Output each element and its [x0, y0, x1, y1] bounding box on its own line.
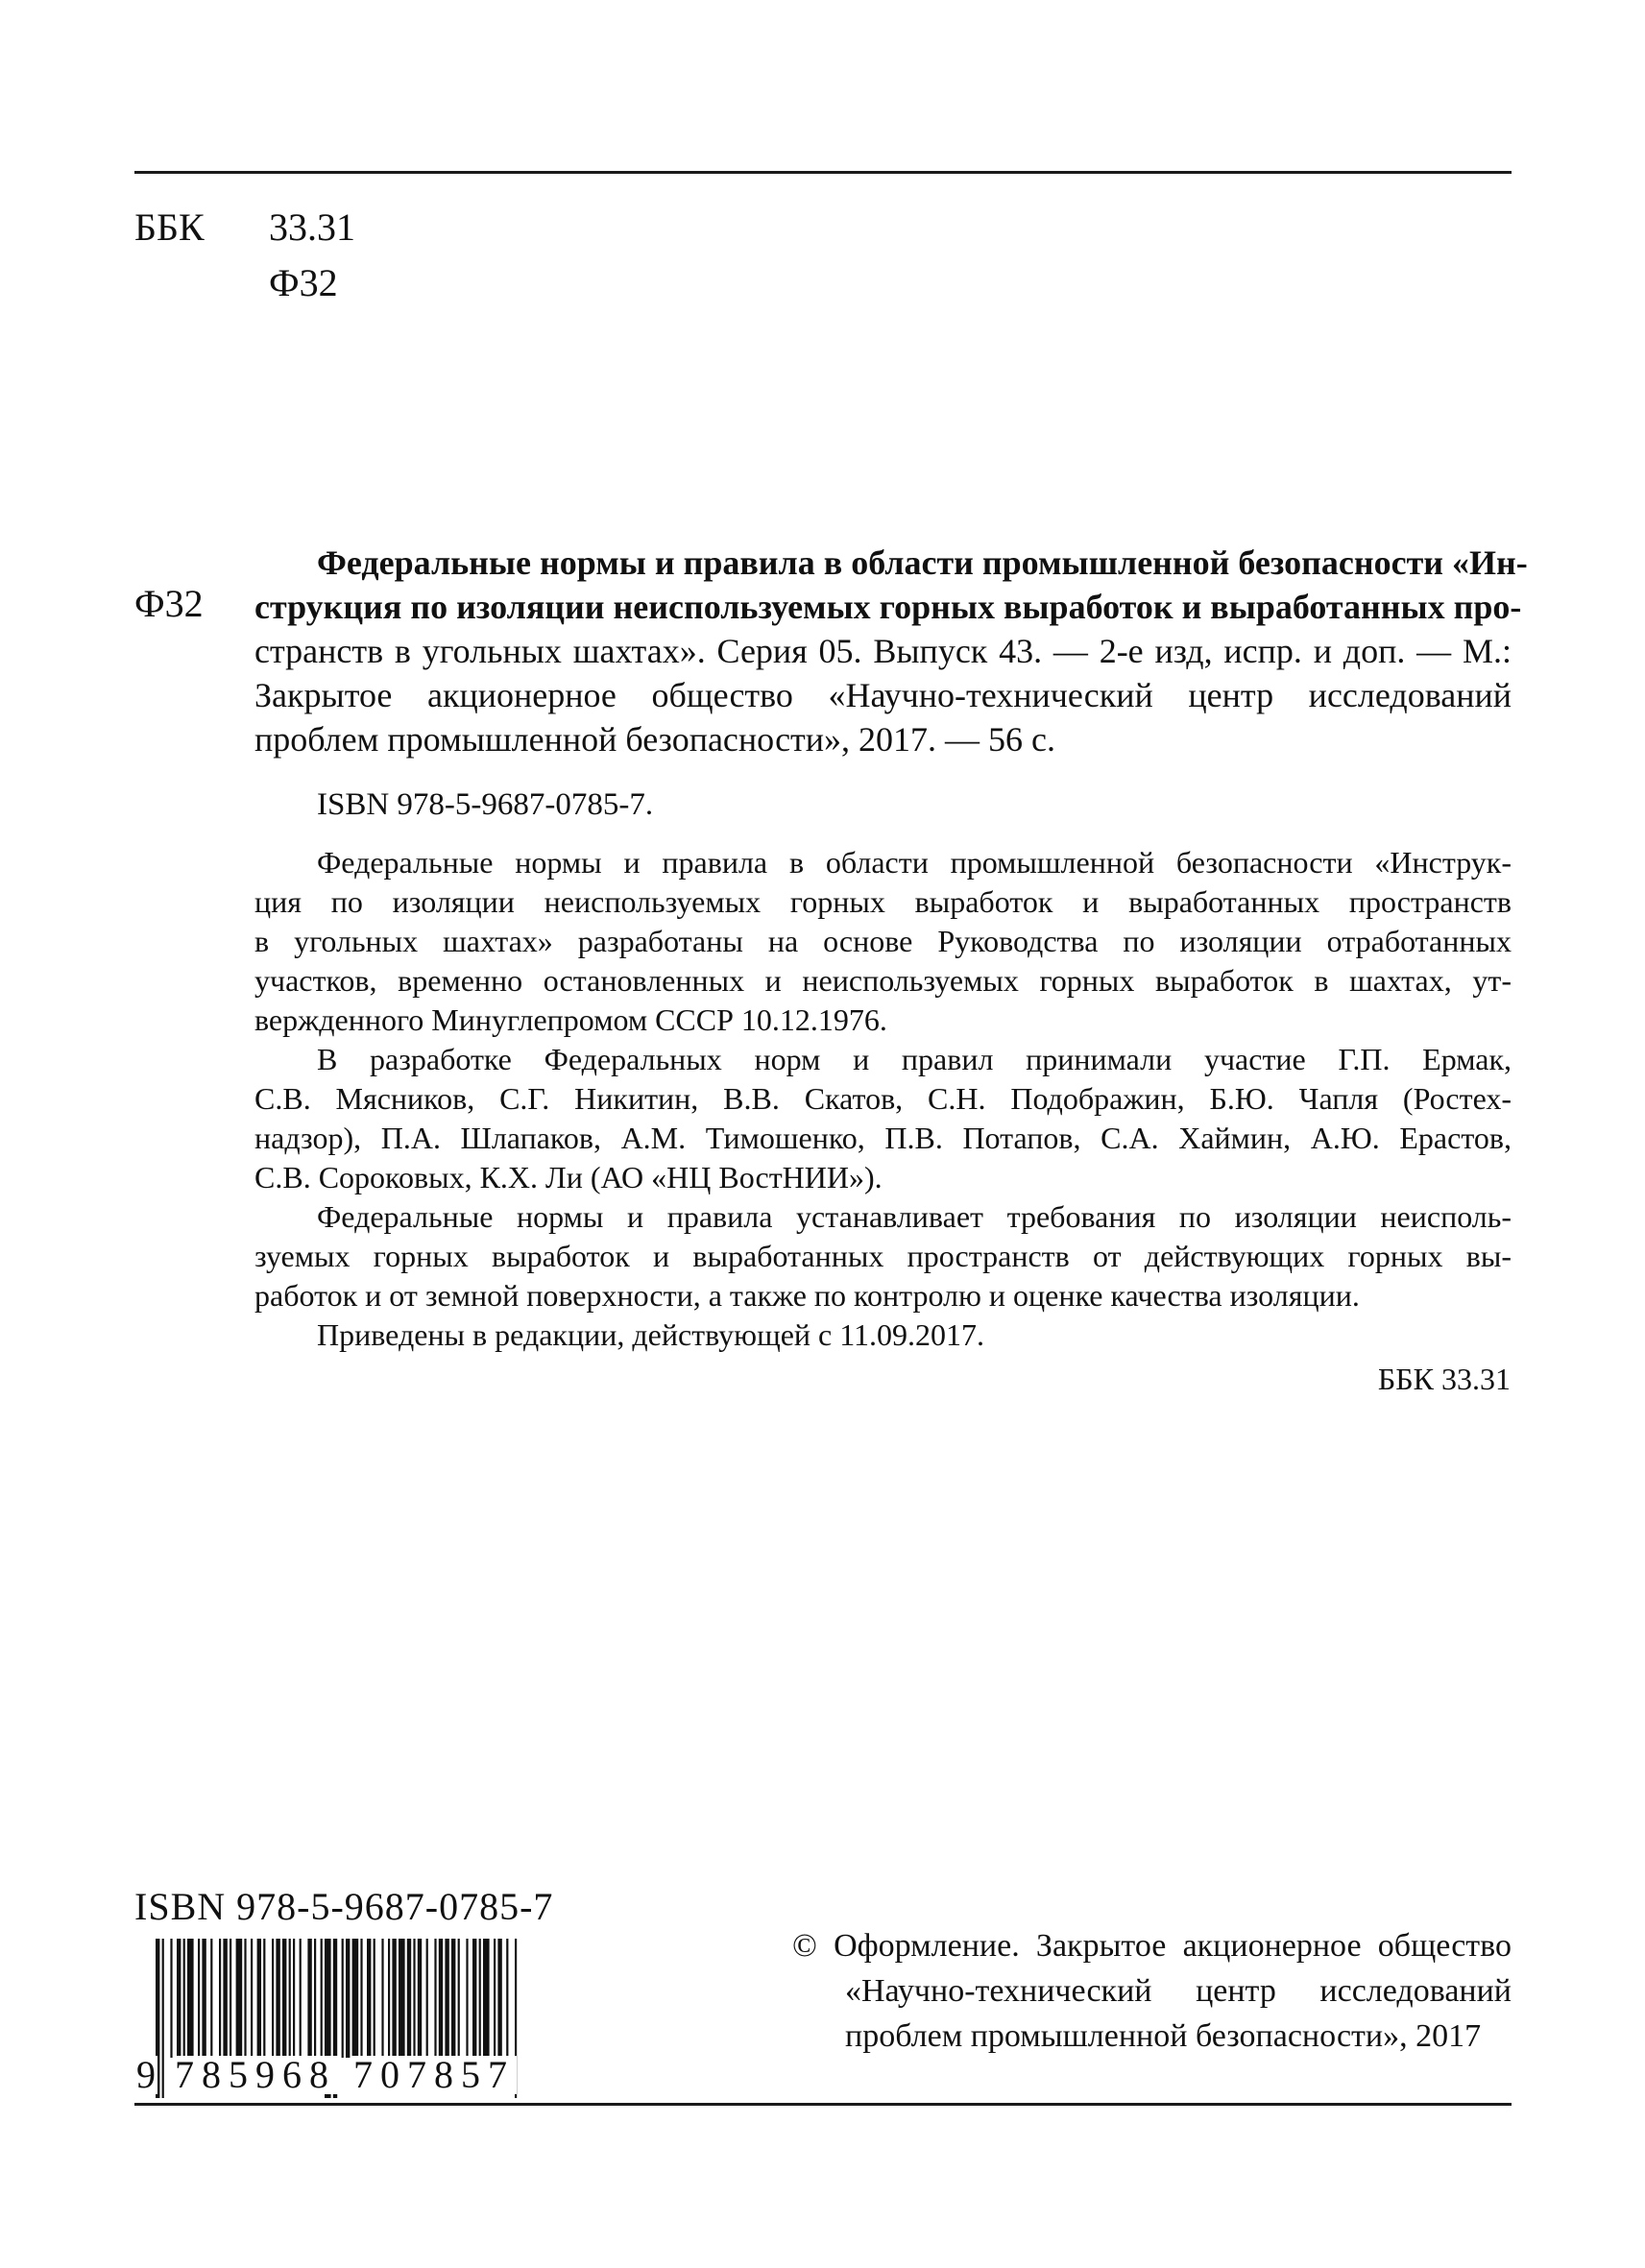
abstract-line: работок и от земной поверхности, а также по контролю и оценке качества изоляции.: [254, 1278, 1360, 1313]
abstract-line: Федеральные нормы и правила устанавливает требования по изоляции неисполь-: [317, 1199, 1512, 1234]
bbk-footer: ББК 33.31: [1377, 1362, 1511, 1396]
barcode-bar: [300, 1939, 302, 2058]
barcode-isbn: ISBN 978-5-9687-0785-7: [134, 1885, 554, 1928]
barcode-bar: [434, 1939, 436, 2058]
isbn-line: ISBN 978-5-9687-0785-7.: [317, 787, 654, 822]
barcode-bar: [367, 1939, 371, 2058]
barcode-digit-lead: 9: [136, 2053, 156, 2096]
barcode-bar: [466, 1939, 468, 2058]
barcode-bar: [293, 1939, 295, 2058]
barcode-bar: [399, 1939, 405, 2058]
barcode-bar: [282, 1939, 286, 2058]
abstract-line: в угольных шахтах» разработаны на основе Руководства по изоляции отработанных: [254, 924, 1512, 958]
barcode-bar: [494, 1939, 496, 2058]
barcode-bar: [321, 1939, 323, 2058]
bib-line: странств в угольных шахтах». Серия 05. Выпуск 43. — 2-е изд, испр. и доп. — М.:: [254, 632, 1512, 670]
barcode-bar: [413, 1939, 415, 2058]
barcode-bar: [187, 1939, 194, 2058]
barcode-digits-left: 785968: [175, 2053, 336, 2096]
barcode: [134, 1939, 538, 2102]
copyright-line: проблем промышленной безопасности», 2017: [845, 2018, 1482, 2054]
barcode-bar: [374, 1939, 375, 2058]
barcode-bar: [314, 1939, 316, 2058]
bibliographic-description: [254, 541, 1528, 761]
barcode-bar: [177, 1939, 181, 2058]
barcode-bar: [472, 1939, 476, 2058]
barcode-bar: [251, 1939, 253, 2058]
abstract-line: надзор), П.А. Шлапаков, А.М. Тимошенко, П.В. Потапов, С.А. Хаймин, А.Ю. Ерастов,: [254, 1121, 1512, 1155]
barcode-bar: [418, 1939, 422, 2058]
barcode-bar: [276, 1939, 279, 2058]
bbk-index: 33.31: [269, 205, 355, 249]
author-index: Ф32: [269, 261, 338, 304]
barcode-bar: [223, 1939, 227, 2058]
abstract: [254, 843, 1512, 1355]
barcode-bar: [263, 1939, 265, 2058]
barcode-digits-right: 707857: [353, 2053, 515, 2096]
barcode-bar: [272, 1939, 274, 2058]
abstract-line: В разработке Федеральных норм и правил принимали участие Г.П. Ермак,: [317, 1042, 1512, 1076]
barcode-bar: [388, 1939, 390, 2058]
barcode-bar: [289, 1939, 291, 2058]
bottom-rule: [134, 2103, 1512, 2106]
copyright-line: © Оформление. Закрытое акционерное общество: [792, 1928, 1512, 1964]
barcode-bar: [183, 1939, 185, 2058]
barcode-bar: [307, 1939, 311, 2058]
barcode-bar: [483, 1939, 490, 2058]
barcode-bar: [244, 1939, 246, 2058]
barcode-bar: [210, 1939, 212, 2058]
abstract-line: С.В. Сороковых, К.Х. Ли (АО «НЦ ВостНИИ»).: [254, 1160, 883, 1194]
barcode-bar: [170, 1939, 172, 2058]
abstract-line: ция по изоляции неиспользуемых горных выработок и выработанных пространств: [254, 884, 1512, 919]
barcode-bar: [236, 1939, 243, 2058]
barcode-bar: [439, 1939, 443, 2058]
copyright-line: «Научно-технический центр исследований: [845, 1973, 1512, 2009]
barcode-bar: [219, 1939, 221, 2058]
barcode-block: [134, 1884, 554, 2102]
bib-line: проблем промышленной безопасности», 2017. — 56 с.: [254, 720, 1056, 759]
abstract-line: участков, временно остановленных и неиспользуемых горных выработок в шахтах, ут-: [254, 963, 1512, 998]
abstract-line: вержденного Минуглепромом СССР 10.12.1976.: [254, 1002, 887, 1037]
barcode-bar: [360, 1939, 362, 2058]
barcode-bar: [352, 1939, 359, 2058]
author-sign: Ф32: [134, 582, 204, 625]
barcode-bar: [445, 1939, 448, 2058]
barcode-bar: [230, 1939, 231, 2058]
barcode-bar: [202, 1939, 206, 2058]
bbk-label: ББК: [134, 205, 205, 249]
barcode-bar: [392, 1939, 396, 2058]
barcode-bar: [458, 1939, 460, 2058]
barcode-bar: [506, 1939, 508, 2058]
abstract-line: С.В. Мясников, С.Г. Никитин, В.В. Скатов, С.Н. Подображин, Б.Ю. Чапля (Ростех-: [254, 1081, 1512, 1116]
copyright-notice: [792, 1923, 1512, 2059]
barcode-bar: [346, 1939, 350, 2058]
bib-line: Закрытое акционерное общество «Научно-технический центр исследований: [254, 676, 1512, 714]
bib-line: струкция по изоляции неиспользуемых горных выработок и выработанных про-: [254, 588, 1522, 626]
barcode-bar: [426, 1939, 428, 2058]
barcode-bar: [451, 1939, 455, 2058]
barcode-bar: [407, 1939, 411, 2058]
barcode-bar: [381, 1939, 383, 2058]
barcode-bar: [497, 1939, 501, 2058]
barcode-bar: [257, 1939, 261, 2058]
barcode-bar: [342, 1939, 344, 2058]
barcode-bar: [162, 1939, 164, 2098]
bib-line: Федеральные нормы и правила в области промышленной безопасности «Ин-: [317, 543, 1528, 582]
abstract-line: Приведены в редакции, действующей с 11.09.2017.: [317, 1317, 985, 1352]
abstract-line: зуемых горных выработок и выработанных пространств от действующих горных вы-: [254, 1239, 1512, 1273]
top-rule: [134, 171, 1512, 174]
barcode-bar: [479, 1939, 481, 2058]
abstract-line: Федеральные нормы и правила в области промышленной безопасности «Инструк-: [317, 845, 1512, 880]
barcode-bar: [198, 1939, 200, 2058]
